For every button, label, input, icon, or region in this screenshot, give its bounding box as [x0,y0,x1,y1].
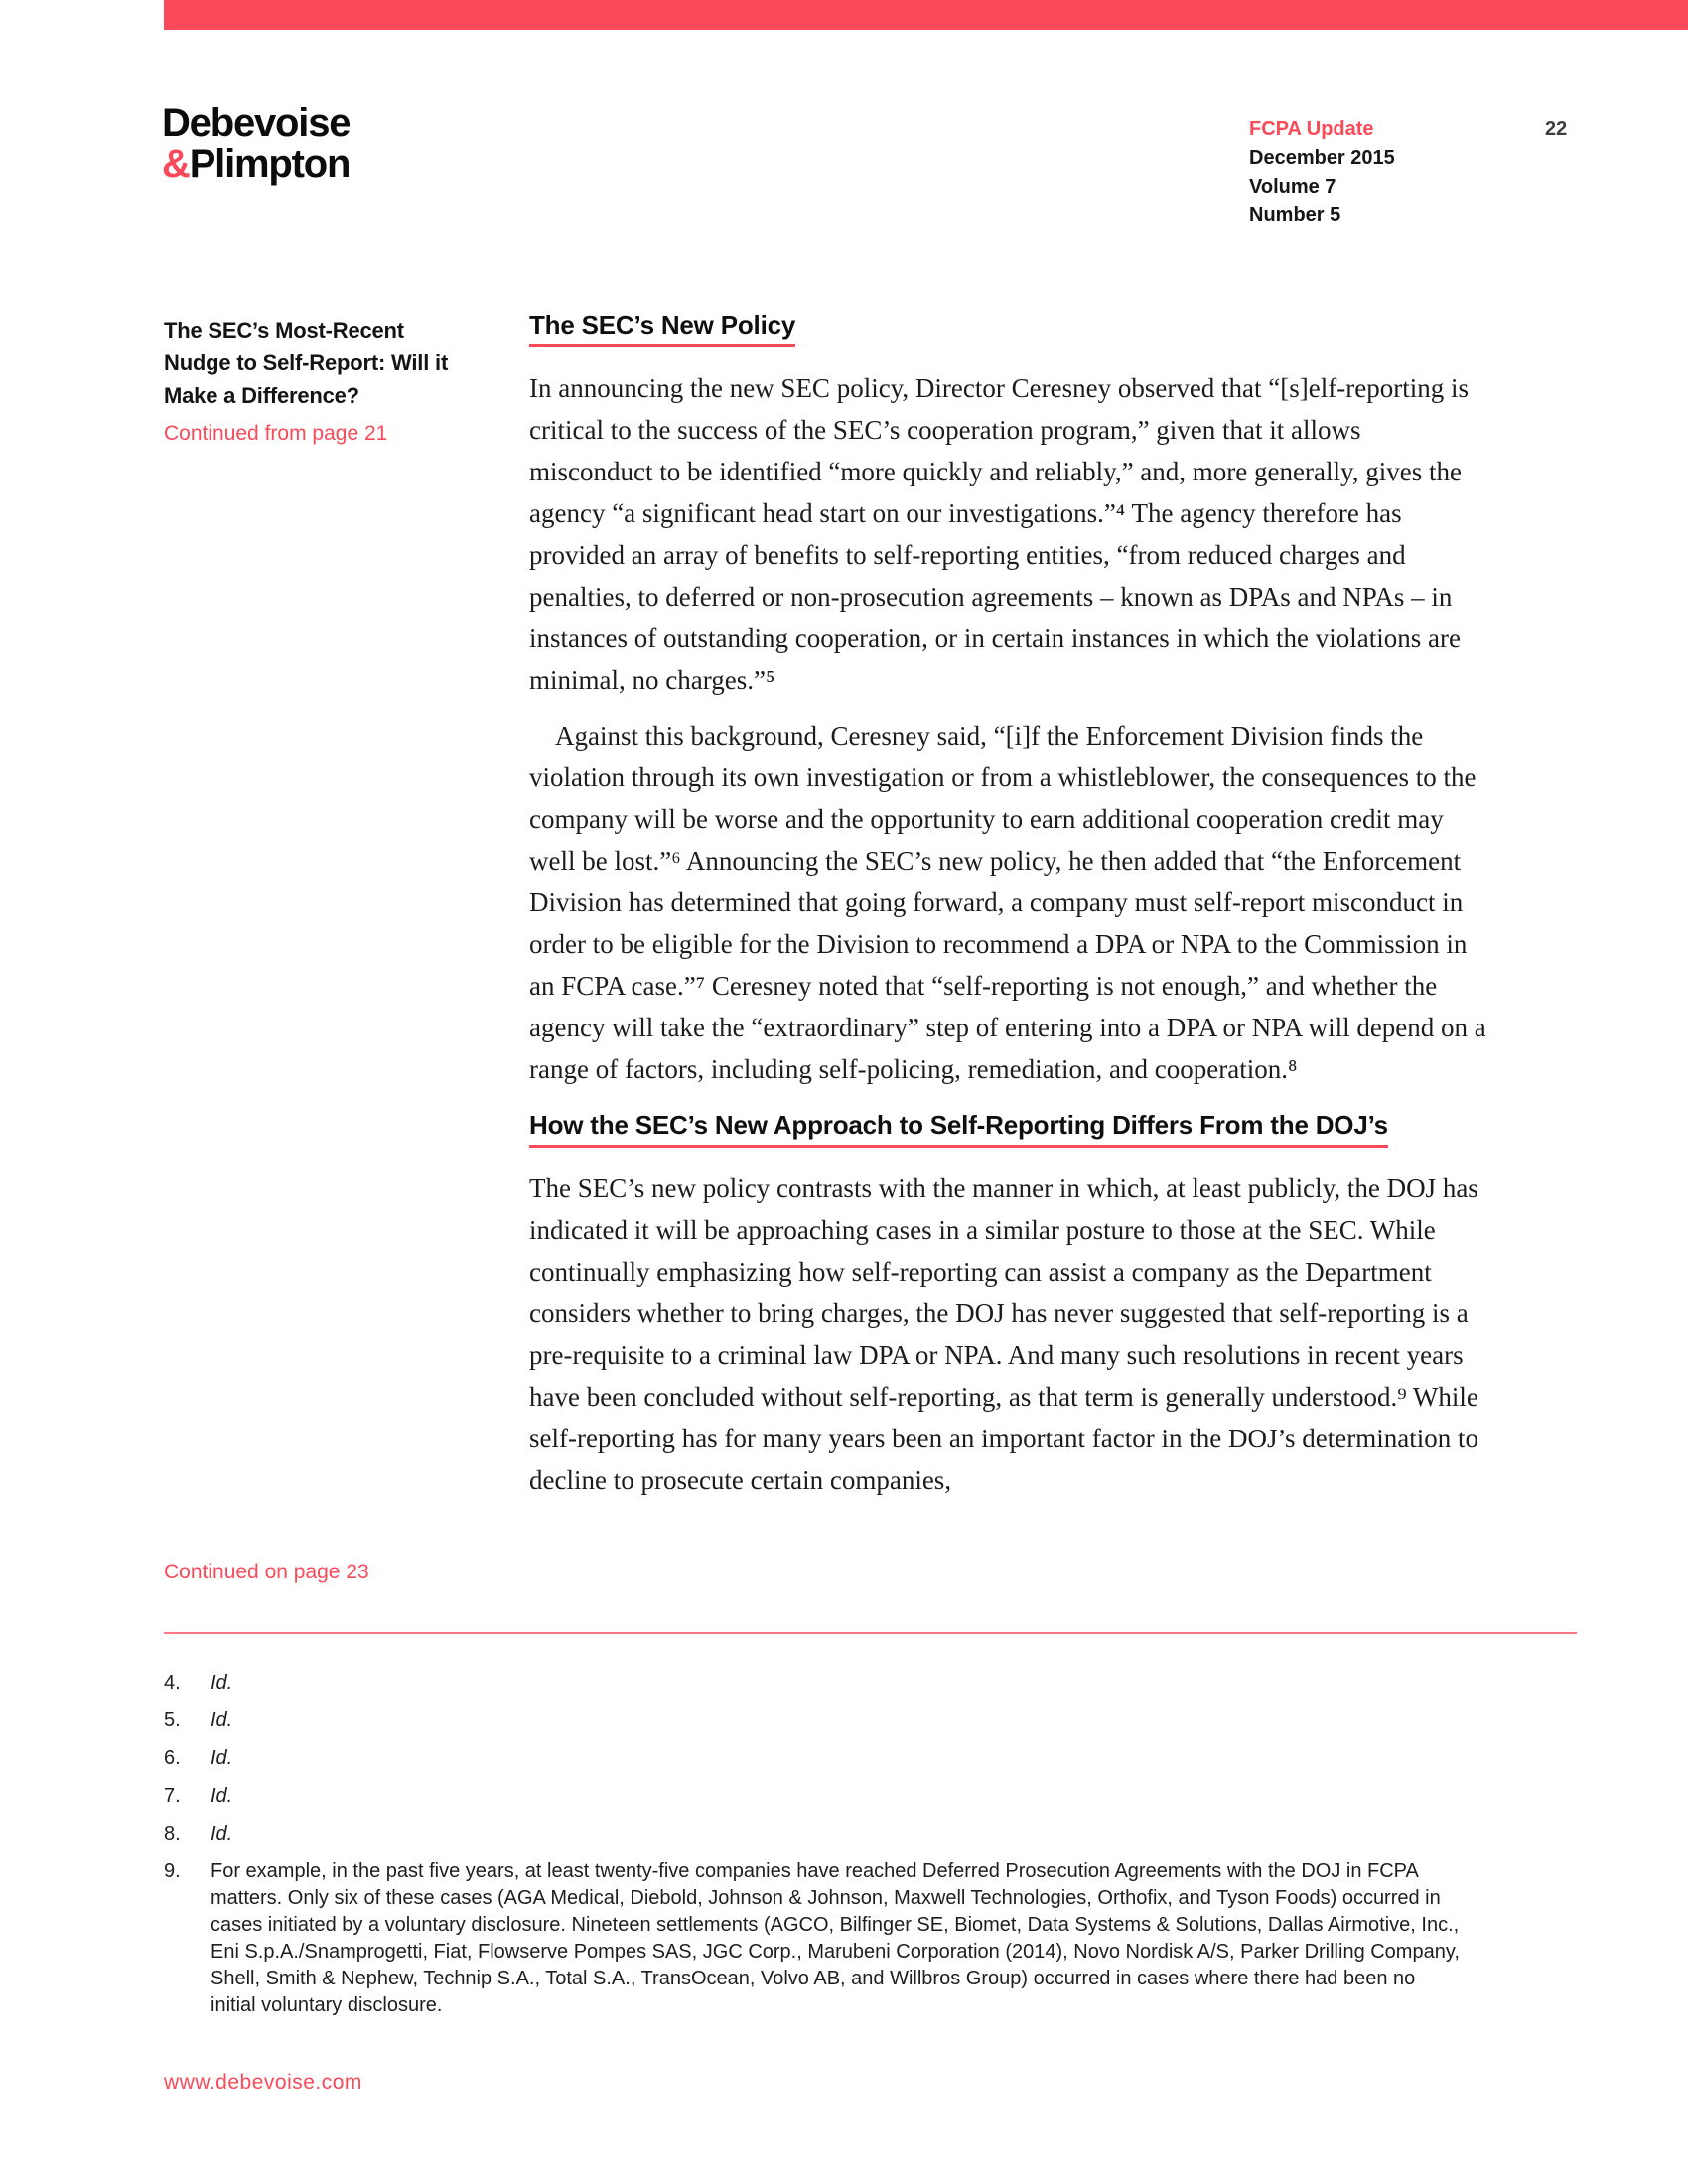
top-accent-bar [164,0,1688,30]
continued-from-note: Continued from page 21 [164,422,388,445]
footnote-text: Id. [211,1785,233,1807]
logo-ampersand: & [162,142,190,186]
footnote-row [164,1707,1475,1734]
footnote-row [164,1821,1475,1847]
footnote-text: Id. [211,1709,233,1731]
article-title: The SEC’s Most-Recent Nudge to Self-Report: Will it Make a Difference? [164,318,449,408]
footnote-number: 4. [164,1672,181,1694]
footnotes [164,1670,1475,2030]
logo-line-2 [162,144,350,185]
page-number: 22 [1545,118,1568,140]
masthead [1249,115,1395,230]
logo-line-1 [162,103,350,144]
footnote-text: Id. [211,1747,233,1769]
article-body [529,310,1490,1515]
footnote-row [164,1670,1475,1697]
section-2-heading-wrap [529,1110,1490,1148]
footnote-text: For example, in the past five years, at least twenty-five companies have reached Deferred Prosecution Agreements with the DOJ in FCPA matters. Only six of these cases (AGA Medical, Diebold, Johnson & Johnson, Maxwell Technologies, Orthofix, and Tyson Foods) occurred in cases initiated by a voluntary disclosure. Nineteen settlements (AGCO, Bilfinger SE, Biomet, Data Systems & Solutions, Dallas Airmotive, Inc., Eni S.p.A./Snamprogetti, Fiat, Flowserve Pompes SAS, JGC Corp., Marubeni Corporation (2014), Novo Nordisk A/S, Parker Drilling Company, Shell, Smith & Nephew, Technip S.A., Total S.A., TransOcean, Volvo AB, and Willbros Group) occurred in cases where there had been no initial voluntary disclosure. [211,1860,1460,2016]
article-sidebar [164,314,462,446]
footnote-row [164,1858,1475,2019]
issue-number: Number 5 [1249,205,1341,226]
footnote-row [164,1745,1475,1772]
issue-date: December 2015 [1249,147,1395,169]
continued-on-note: Continued on page 23 [164,1561,369,1583]
footnote-number: 9. [164,1860,181,1882]
section-2 [529,1110,1490,1501]
footnote-number: 7. [164,1785,181,1807]
newsletter-title: FCPA Update [1249,118,1374,140]
footnote-text: Id. [211,1823,233,1844]
footnote-number: 6. [164,1747,181,1769]
logo-text-plimpton: Plimpton [189,142,351,186]
firm-website-link[interactable]: www.debevoise.com [164,2071,362,2094]
paragraph: In announcing the new SEC policy, Director Ceresney observed that “[s]elf-reporting is critical to the success of the SEC’s cooperation program,” given that it allows misconduct to be identified “more quickly and reliably,” and, more generally, gives the agency “a significant head start on our investigations.”⁴ The agency therefore has provided an array of benefits to self-reporting entities, “from reduced charges and penalties, to deferred or non-prosecution agreements – known as DPAs and NPAs – in instances of outstanding cooperation, or in certain instances in which the violations are minimal, no charges.”⁵ [529,373,1469,695]
section-2-heading: How the SEC’s New Approach to Self-Reporting Differs From the DOJ’s [529,1110,1388,1148]
paragraph: Against this background, Ceresney said, “[i]f the Enforcement Division finds the violation through its own investigation or from a whistleblower, the consequences to the company will be worse and the opportunity to earn additional cooperation credit may well be lost.”⁶ Announcing the SEC’s new policy, he then added that “the Enforcement Division has determined that going forward, a company must self-report misconduct in order to be eligible for the Division to recommend a DPA or NPA to the Commission in an FCPA case.”⁷ Ceresney noted that “self-reporting is not enough,” and whether the agency will take the “extraordinary” step of entering into a DPA or NPA will depend on a range of factors, including self-policing, remediation, and cooperation.⁸ [529,721,1486,1084]
section-1-heading: The SEC’s New Policy [529,310,795,347]
footnote-number: 5. [164,1709,181,1731]
firm-logo [162,103,350,185]
logo-text-debevoise: Debevoise [162,101,351,145]
footnote-divider [164,1632,1577,1634]
footnote-number: 8. [164,1823,181,1844]
footnote-text: Id. [211,1672,233,1694]
paragraph: The SEC’s new policy contrasts with the manner in which, at least publicly, the DOJ has indicated it will be approaching cases in a similar posture to those at the SEC. While continually emphasizing how self-reporting can assist a company as the Department considers whether to bring charges, the DOJ has never suggested that self-reporting is a pre-requisite to a criminal law DPA or NPA. And many such resolutions in recent years have been concluded without self-reporting, as that term is generally understood.⁹ While self-reporting has for many years been an important factor in the DOJ’s determination to decline to prosecute certain companies, [529,1173,1478,1495]
footnote-row [164,1783,1475,1810]
section-1-heading-wrap [529,310,1490,347]
issue-volume: Volume 7 [1249,176,1336,198]
